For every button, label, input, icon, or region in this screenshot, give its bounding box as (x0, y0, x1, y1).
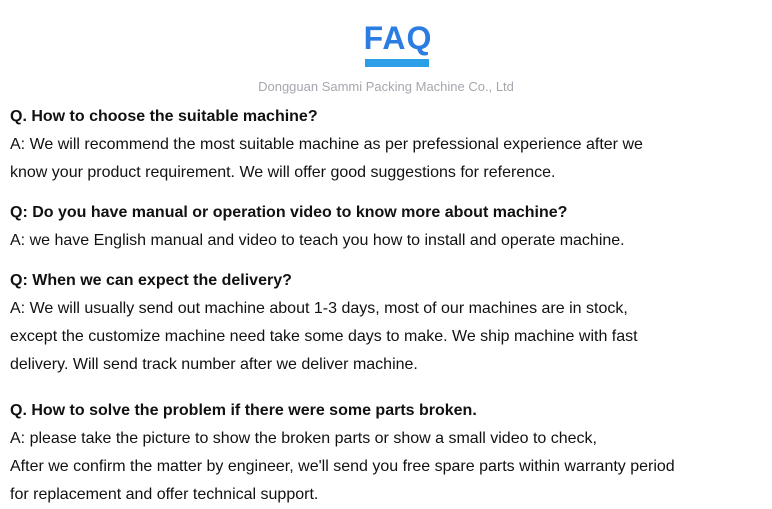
faq-item-3 (10, 267, 762, 379)
faq-answer-line: except the customize machine need take some days to make. We ship machine with fast (10, 328, 638, 345)
page-header (0, 0, 772, 96)
faq-question: Q: When we can expect the delivery? (10, 272, 292, 289)
faq-answer-line: A: we have English manual and video to teach you how to install and operate machine. (10, 232, 625, 249)
faq-answer-line: know your product requirement. We will offer good suggestions for reference. (10, 164, 556, 181)
page-title: FAQ (363, 20, 433, 56)
faq-item-2 (10, 199, 762, 255)
faq-list (0, 96, 772, 509)
faq-question: Q. How to solve the problem if there were some parts broken. (10, 402, 477, 419)
faq-item-1 (10, 103, 762, 187)
faq-question: Q: Do you have manual or operation video to know more about machine? (10, 204, 568, 221)
faq-question: Q. How to choose the suitable machine? (10, 108, 318, 125)
faq-answer-line: delivery. Will send track number after we deliver machine. (10, 356, 418, 373)
faq-item-4 (10, 397, 762, 509)
faq-answer-line: A: We will usually send out machine about 1-3 days, most of our machines are in stock, (10, 300, 628, 317)
faq-answer-line: A: We will recommend the most suitable machine as per prefessional experience after we (10, 136, 643, 153)
company-subtitle: Dongguan Sammi Packing Machine Co., Ltd (258, 79, 514, 94)
faq-answer-line: After we confirm the matter by engineer, we'll send you free spare parts within warranty period (10, 458, 675, 475)
title-underline-bar (365, 59, 429, 67)
faq-answer-line: for replacement and offer technical support. (10, 486, 319, 503)
faq-answer-line: A: please take the picture to show the broken parts or show a small video to check, (10, 430, 597, 447)
